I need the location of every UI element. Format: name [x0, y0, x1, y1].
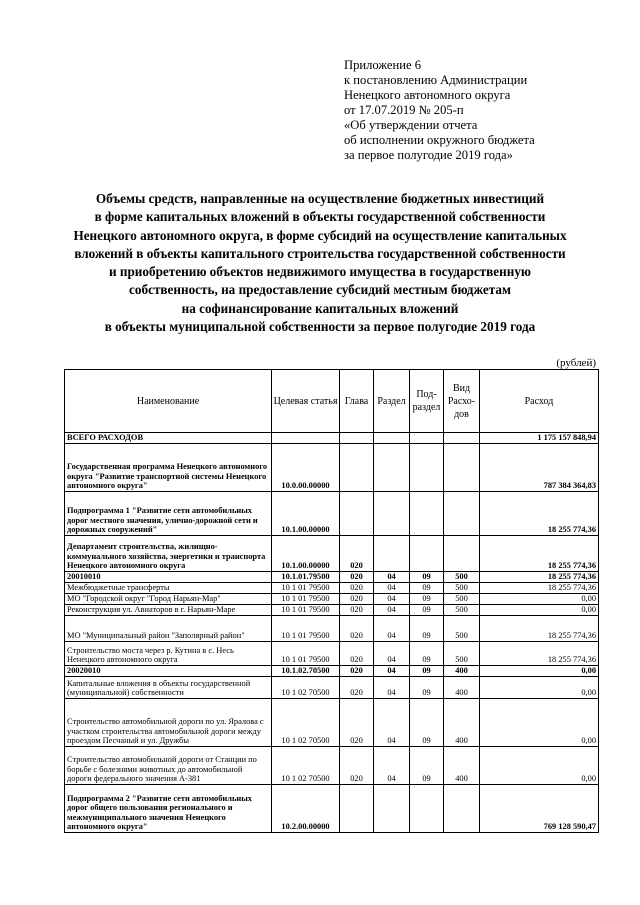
- title-line: Ненецкого автономного округа, в форме субсидий на осуществление капитальных: [73, 227, 567, 243]
- cell-podrazdel: 09: [410, 677, 444, 699]
- cell-target: 10 1 01 79500: [272, 605, 340, 616]
- cell-vid: 500: [444, 572, 480, 583]
- annex-line: об исполнении окружного бюджета: [344, 133, 535, 147]
- cell-name: Департамент строительства, жилищно-коммунального хозяйства, энергетики и транспорта Ненецкого автономного округа: [65, 536, 272, 572]
- table-row: [65, 536, 599, 572]
- cell-razdel: [374, 785, 410, 833]
- annex-block: [344, 58, 624, 163]
- cell-podrazdel: [410, 785, 444, 833]
- cell-podrazdel: 09: [410, 605, 444, 616]
- cell-razdel: 04: [374, 699, 410, 747]
- cell-razdel: [374, 433, 410, 444]
- cell-expense: 1 175 157 848,94: [480, 433, 599, 444]
- cell-glava: 020: [340, 536, 374, 572]
- cell-expense: 0,00: [480, 594, 599, 605]
- cell-target: [272, 433, 340, 444]
- cell-target: 10 1 01 79500: [272, 616, 340, 642]
- table-row: [65, 605, 599, 616]
- cell-glava: 020: [340, 594, 374, 605]
- cell-razdel: 04: [374, 594, 410, 605]
- cell-razdel: [374, 444, 410, 492]
- table-header-row: [65, 370, 599, 433]
- cell-podrazdel: 09: [410, 583, 444, 594]
- cell-glava: 020: [340, 677, 374, 699]
- cell-razdel: 04: [374, 666, 410, 677]
- table-row: [65, 747, 599, 785]
- cell-name: Государственная программа Ненецкого автономного округа "Развитие транспортной системы Ненецкого автономного округа": [65, 444, 272, 492]
- table-row: [65, 492, 599, 536]
- cell-vid: 500: [444, 605, 480, 616]
- cell-target: 10 1 02 70500: [272, 699, 340, 747]
- cell-vid: 500: [444, 594, 480, 605]
- cell-podrazdel: [410, 536, 444, 572]
- annex-line: за первое полугодие 2019 года»: [344, 148, 513, 162]
- cell-expense: 18 255 774,36: [480, 642, 599, 666]
- cell-podrazdel: [410, 492, 444, 536]
- cell-name: Подпрограмма 1 "Развитие сети автомобильных дорог местного значения, улично-дорожной сети и дорожных сооружений": [65, 492, 272, 536]
- cell-podrazdel: 09: [410, 572, 444, 583]
- cell-expense: 18 255 774,36: [480, 616, 599, 642]
- cell-podrazdel: 09: [410, 666, 444, 677]
- cell-target: 10 1 02 70500: [272, 677, 340, 699]
- cell-expense: 787 384 364,83: [480, 444, 599, 492]
- cell-expense: 0,00: [480, 747, 599, 785]
- cell-name: 20010010: [65, 572, 272, 583]
- cell-glava: [340, 492, 374, 536]
- table-row: [65, 616, 599, 642]
- table-row: [65, 444, 599, 492]
- cell-target: 10.0.00.00000: [272, 444, 340, 492]
- cell-expense: 0,00: [480, 677, 599, 699]
- cell-vid: 500: [444, 642, 480, 666]
- table-row: [65, 699, 599, 747]
- table-row: [65, 594, 599, 605]
- header-expense: Расход: [480, 370, 599, 433]
- cell-razdel: [374, 492, 410, 536]
- table-row: [65, 677, 599, 699]
- table-row: [65, 572, 599, 583]
- cell-vid: [444, 433, 480, 444]
- cell-vid: [444, 536, 480, 572]
- cell-name: ВСЕГО РАСХОДОВ: [65, 433, 272, 444]
- cell-target: 10.1.00.00000: [272, 492, 340, 536]
- annex-line: к постановлению Администрации: [344, 73, 528, 87]
- cell-razdel: 04: [374, 572, 410, 583]
- cell-target: 10 1 01 79500: [272, 583, 340, 594]
- title-line: в объекты муниципальной собственности за первое полугодие 2019 года: [104, 319, 536, 335]
- cell-target: 10.2.00.00000: [272, 785, 340, 833]
- cell-expense: 769 128 590,47: [480, 785, 599, 833]
- cell-glava: 020: [340, 572, 374, 583]
- table-row: [65, 583, 599, 594]
- cell-glava: [340, 444, 374, 492]
- cell-vid: 400: [444, 699, 480, 747]
- cell-expense: 0,00: [480, 666, 599, 677]
- cell-podrazdel: 09: [410, 642, 444, 666]
- cell-vid: 500: [444, 583, 480, 594]
- cell-name: Подпрограмма 2 "Развитие сети автомобильных дорог общего пользования регионального и межмуниципального значения Ненецкого автономного округа": [65, 785, 272, 833]
- header-name: Наименование: [65, 370, 272, 433]
- cell-glava: 020: [340, 583, 374, 594]
- cell-podrazdel: 09: [410, 699, 444, 747]
- cell-target: 10 1 02 70500: [272, 747, 340, 785]
- cell-razdel: 04: [374, 677, 410, 699]
- annex-line: Приложение 6: [344, 58, 422, 72]
- cell-vid: 400: [444, 666, 480, 677]
- table-row: [65, 433, 599, 444]
- expense-table: [64, 369, 599, 833]
- cell-razdel: 04: [374, 747, 410, 785]
- header-podrazdel: Под-раздел: [410, 370, 444, 433]
- cell-razdel: 04: [374, 605, 410, 616]
- cell-expense: 0,00: [480, 605, 599, 616]
- cell-target: 10.1.02.70500: [272, 666, 340, 677]
- cell-name: Реконструкция ул. Авиаторов в г. Нарьян-Маре: [65, 605, 272, 616]
- cell-glava: 020: [340, 605, 374, 616]
- cell-name: Капитальные вложения в объекты государственной (муниципальной) собственности: [65, 677, 272, 699]
- table-row: [65, 666, 599, 677]
- title-line: вложений в объекты капитального строительства государственной собственности: [74, 245, 566, 261]
- table-row: [65, 642, 599, 666]
- cell-expense: 0,00: [480, 699, 599, 747]
- cell-name: 20020010: [65, 666, 272, 677]
- cell-name: Строительство моста через р. Кутина в с. Несь Ненецкого автономного округа: [65, 642, 272, 666]
- title-line: на софинансирование капитальных вложений: [181, 300, 459, 316]
- cell-podrazdel: [410, 433, 444, 444]
- cell-expense: 18 255 774,36: [480, 492, 599, 536]
- cell-name: Строительство автомобильной дороги по ул. Яралова с участком строительства автомобильной дороги между проездом Песчаный и ул. Дружбы: [65, 699, 272, 747]
- cell-name: МО "Муниципальный район "Заполярный район": [65, 616, 272, 642]
- cell-expense: 18 255 774,36: [480, 583, 599, 594]
- cell-podrazdel: 09: [410, 747, 444, 785]
- cell-vid: [444, 785, 480, 833]
- cell-glava: 020: [340, 616, 374, 642]
- cell-podrazdel: 09: [410, 616, 444, 642]
- annex-line: Ненецкого автономного округа: [344, 88, 511, 102]
- cell-name: МО "Городской округ "Город Нарьян-Мар": [65, 594, 272, 605]
- cell-vid: [444, 492, 480, 536]
- cell-glava: 020: [340, 699, 374, 747]
- title-line: Объемы средств, направленные на осуществление бюджетных инвестиций: [95, 191, 545, 206]
- cell-glava: [340, 785, 374, 833]
- cell-razdel: 04: [374, 583, 410, 594]
- header-razdel: Раздел: [374, 370, 410, 433]
- cell-expense: 18 255 774,36: [480, 572, 599, 583]
- annex-line: от 17.07.2019 № 205-п: [344, 103, 464, 117]
- cell-vid: 500: [444, 616, 480, 642]
- cell-razdel: 04: [374, 616, 410, 642]
- cell-target: 10.1.01.79500: [272, 572, 340, 583]
- cell-name: Межбюджетные трансферты: [65, 583, 272, 594]
- document-title: [0, 190, 640, 336]
- cell-vid: [444, 444, 480, 492]
- cell-podrazdel: [410, 444, 444, 492]
- cell-target: 10 1 01 79500: [272, 642, 340, 666]
- cell-expense: 18 255 774,36: [480, 536, 599, 572]
- cell-razdel: 04: [374, 642, 410, 666]
- title-line: собственность, на предоставление субсидий местным бюджетам: [129, 282, 511, 298]
- title-line: и приобретению объектов недвижимого имущества в государственную: [108, 264, 532, 280]
- units-label: (рублей): [556, 357, 596, 369]
- table-row: [65, 785, 599, 833]
- annex-line: «Об утверждении отчета: [344, 118, 478, 132]
- cell-vid: 400: [444, 677, 480, 699]
- cell-target: 10 1 01 79500: [272, 594, 340, 605]
- cell-vid: 400: [444, 747, 480, 785]
- cell-name: Строительство автомобильной дороги от Станции по борьбе с болезнями животных до автомобильной дороги федерального значения А-381: [65, 747, 272, 785]
- cell-glava: 020: [340, 666, 374, 677]
- header-glava: Глава: [340, 370, 374, 433]
- title-line: в форме капитальных вложений в объекты государственной собственности: [94, 209, 546, 225]
- cell-glava: 020: [340, 642, 374, 666]
- cell-glava: 020: [340, 747, 374, 785]
- cell-podrazdel: 09: [410, 594, 444, 605]
- cell-razdel: [374, 536, 410, 572]
- cell-target: 10.1.00.00000: [272, 536, 340, 572]
- header-vid: Вид Расхо-дов: [444, 370, 480, 433]
- header-target: Целевая статья: [272, 370, 340, 433]
- cell-glava: [340, 433, 374, 444]
- table-body: [65, 433, 599, 833]
